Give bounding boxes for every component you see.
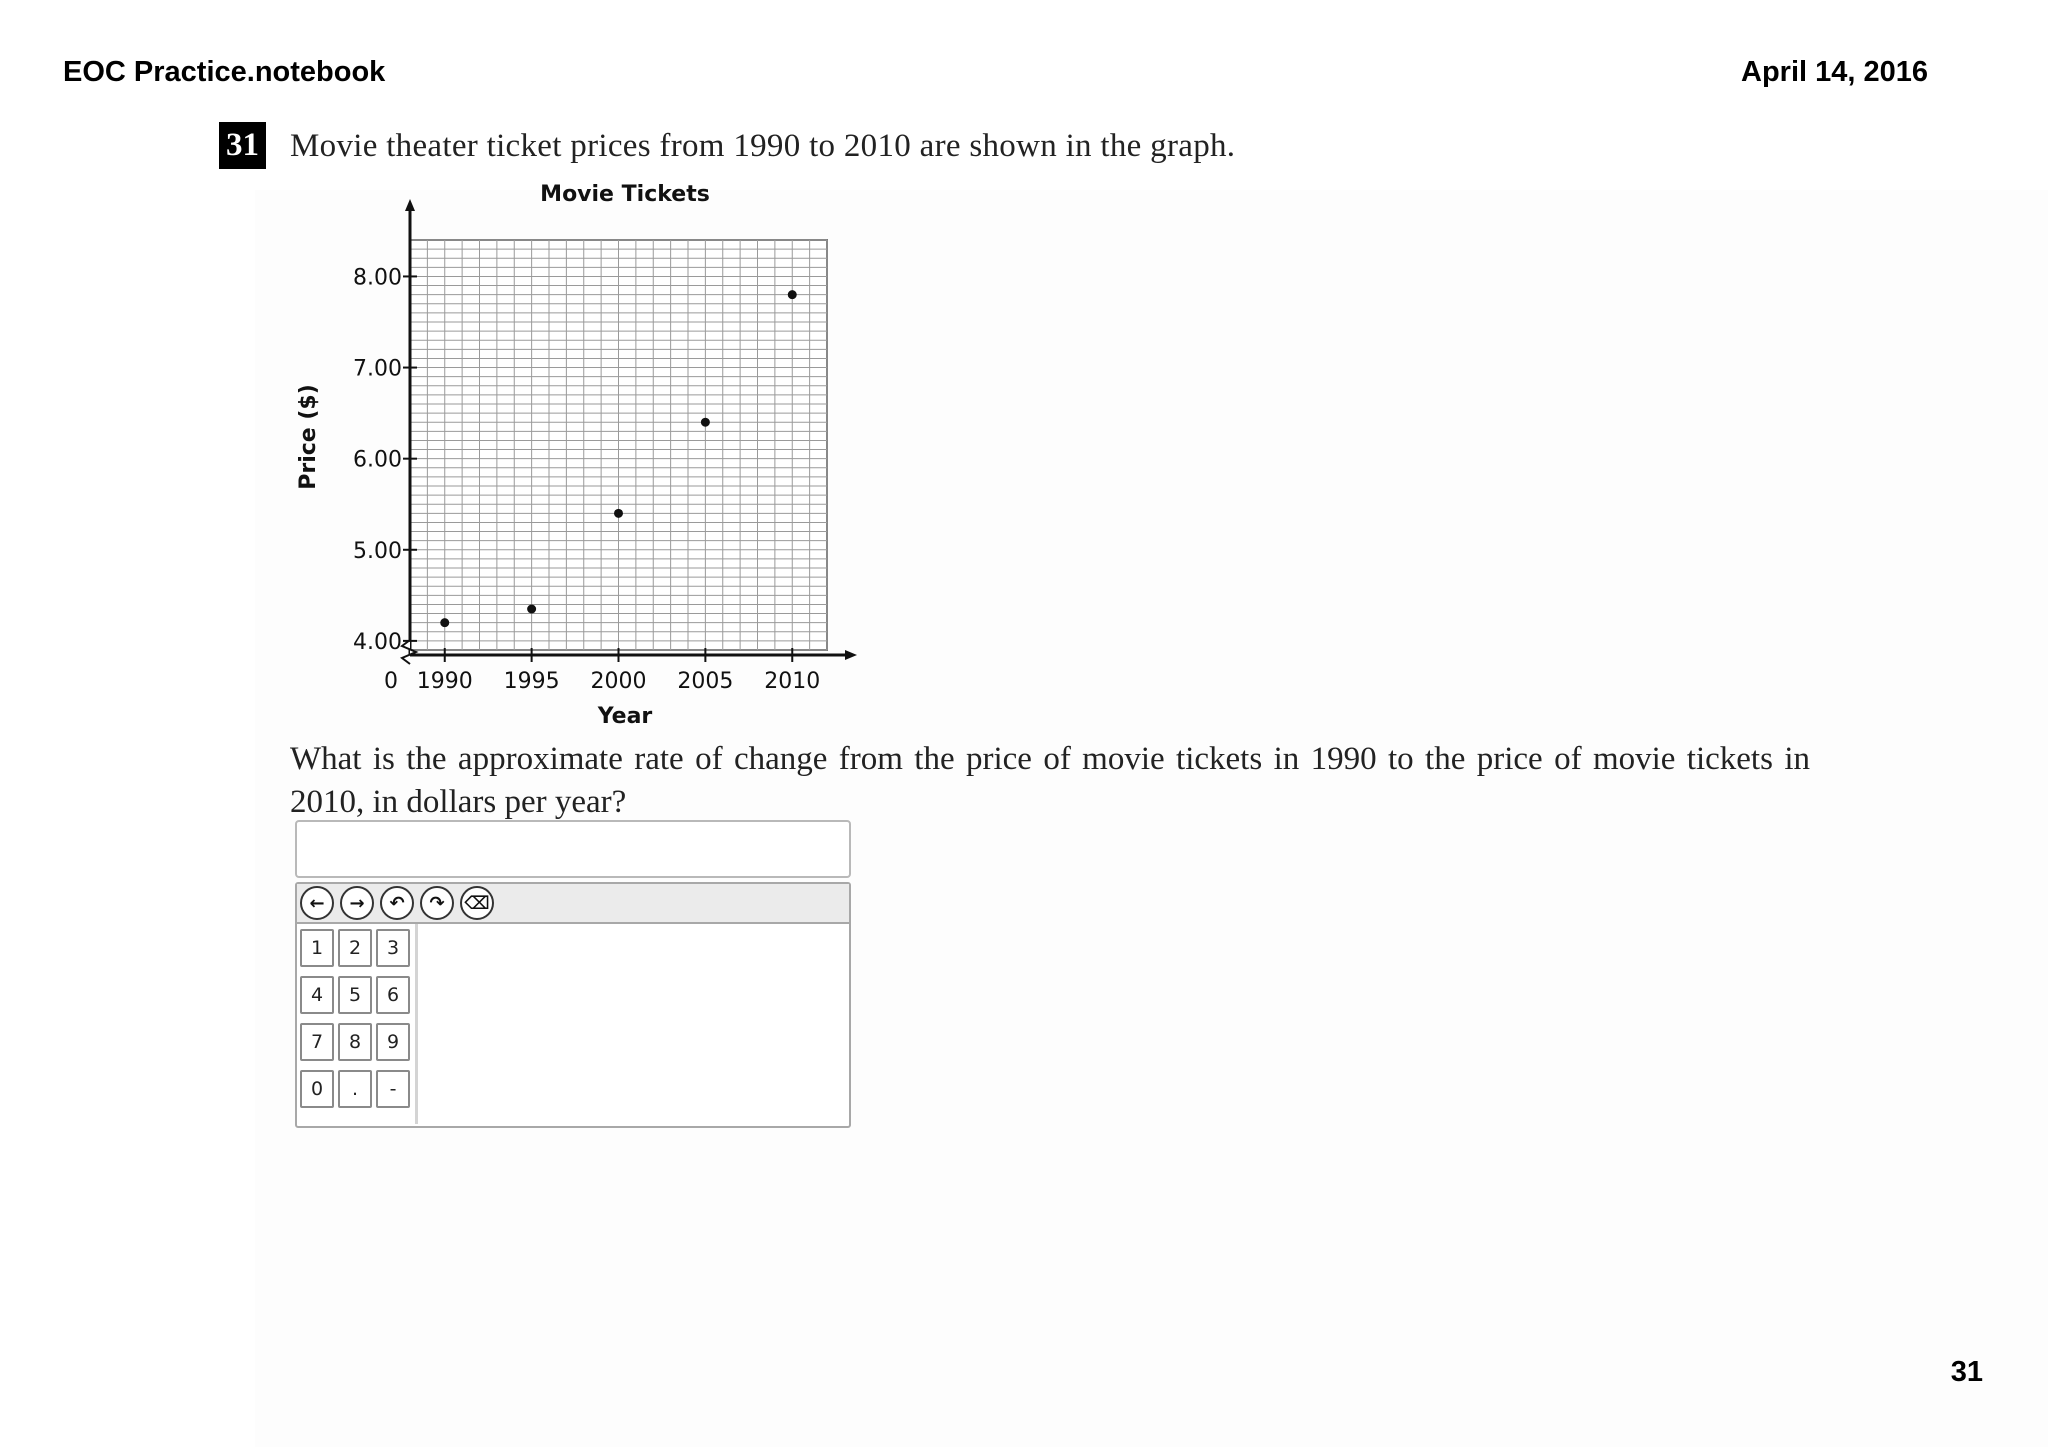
chart-x-tick-label: 2005 (677, 669, 734, 694)
redo-icon: ↷ (429, 892, 445, 914)
chart-y-axis-label: Price ($) (296, 384, 321, 490)
chart-data-point (788, 290, 797, 299)
keypad-key[interactable]: 8 (338, 1023, 372, 1061)
chart-grid (410, 240, 827, 650)
chart-y-axis-arrow (405, 199, 415, 211)
chart-x-tick-label: 2000 (590, 669, 647, 694)
chart-data-point (701, 418, 710, 427)
keypad-divider (415, 924, 418, 1124)
chart-data-point (527, 605, 536, 614)
page-number: 31 (1950, 1356, 1983, 1388)
movie-tickets-chart (285, 175, 865, 735)
chart-y-tick-label: 8.00 (353, 265, 402, 291)
question-number-badge: 31 (219, 122, 266, 169)
keypad-key[interactable]: 4 (300, 976, 334, 1014)
redo-button[interactable] (420, 886, 454, 920)
backspace-icon: ⌫ (464, 892, 490, 914)
chart-x-origin-label: 0 (384, 669, 398, 694)
chart-title: Movie Tickets (540, 182, 710, 207)
chart-x-tick-label: 1990 (416, 669, 473, 694)
keypad-key[interactable]: - (376, 1070, 410, 1108)
undo-button[interactable] (380, 886, 414, 920)
chart-y-tick-label: 7.00 (353, 356, 402, 382)
answer-input[interactable] (295, 820, 851, 878)
left-arrow-icon: ← (309, 892, 325, 914)
page-date: April 14, 2016 (1741, 56, 1928, 88)
keypad-key[interactable]: 0 (300, 1070, 334, 1108)
chart-y-tick-label: 5.00 (353, 538, 402, 564)
keypad-key[interactable]: 3 (376, 929, 410, 967)
chart-data-point (440, 618, 449, 627)
undo-icon: ↶ (389, 892, 405, 914)
keypad-keys (300, 929, 412, 1108)
chart-x-tick-label: 1995 (503, 669, 560, 694)
left-arrow-button[interactable] (300, 886, 334, 920)
keypad-key[interactable]: . (338, 1070, 372, 1108)
keypad-key[interactable]: 1 (300, 929, 334, 967)
chart-y-tick-label: 6.00 (353, 447, 402, 473)
notebook-title: EOC Practice.notebook (63, 56, 386, 88)
question-prompt: What is the approximate rate of change from the price of movie tickets in 1990 to the price of movie tickets in 2010, in dollars per year? (290, 741, 1810, 820)
right-arrow-button[interactable] (340, 886, 374, 920)
chart-svg (285, 175, 865, 735)
keypad-body (297, 924, 849, 1124)
backspace-button[interactable] (460, 886, 494, 920)
keypad-key[interactable]: 2 (338, 929, 372, 967)
chart-x-axis-label: Year (597, 704, 653, 729)
chart-x-axis-arrow (845, 650, 857, 660)
keypad-key[interactable]: 6 (376, 976, 410, 1014)
numeric-keypad (295, 882, 851, 1128)
chart-x-tick-label: 2010 (764, 669, 821, 694)
chart-y-tick-label: 4.00 (353, 629, 402, 655)
keypad-toolbar (297, 884, 849, 924)
question-stem: Movie theater ticket prices from 1990 to 2010 are shown in the graph. (290, 128, 1236, 164)
keypad-key[interactable]: 5 (338, 976, 372, 1014)
keypad-key[interactable]: 9 (376, 1023, 410, 1061)
chart-data-point (614, 509, 623, 518)
right-arrow-icon: → (349, 892, 365, 914)
keypad-key[interactable]: 7 (300, 1023, 334, 1061)
